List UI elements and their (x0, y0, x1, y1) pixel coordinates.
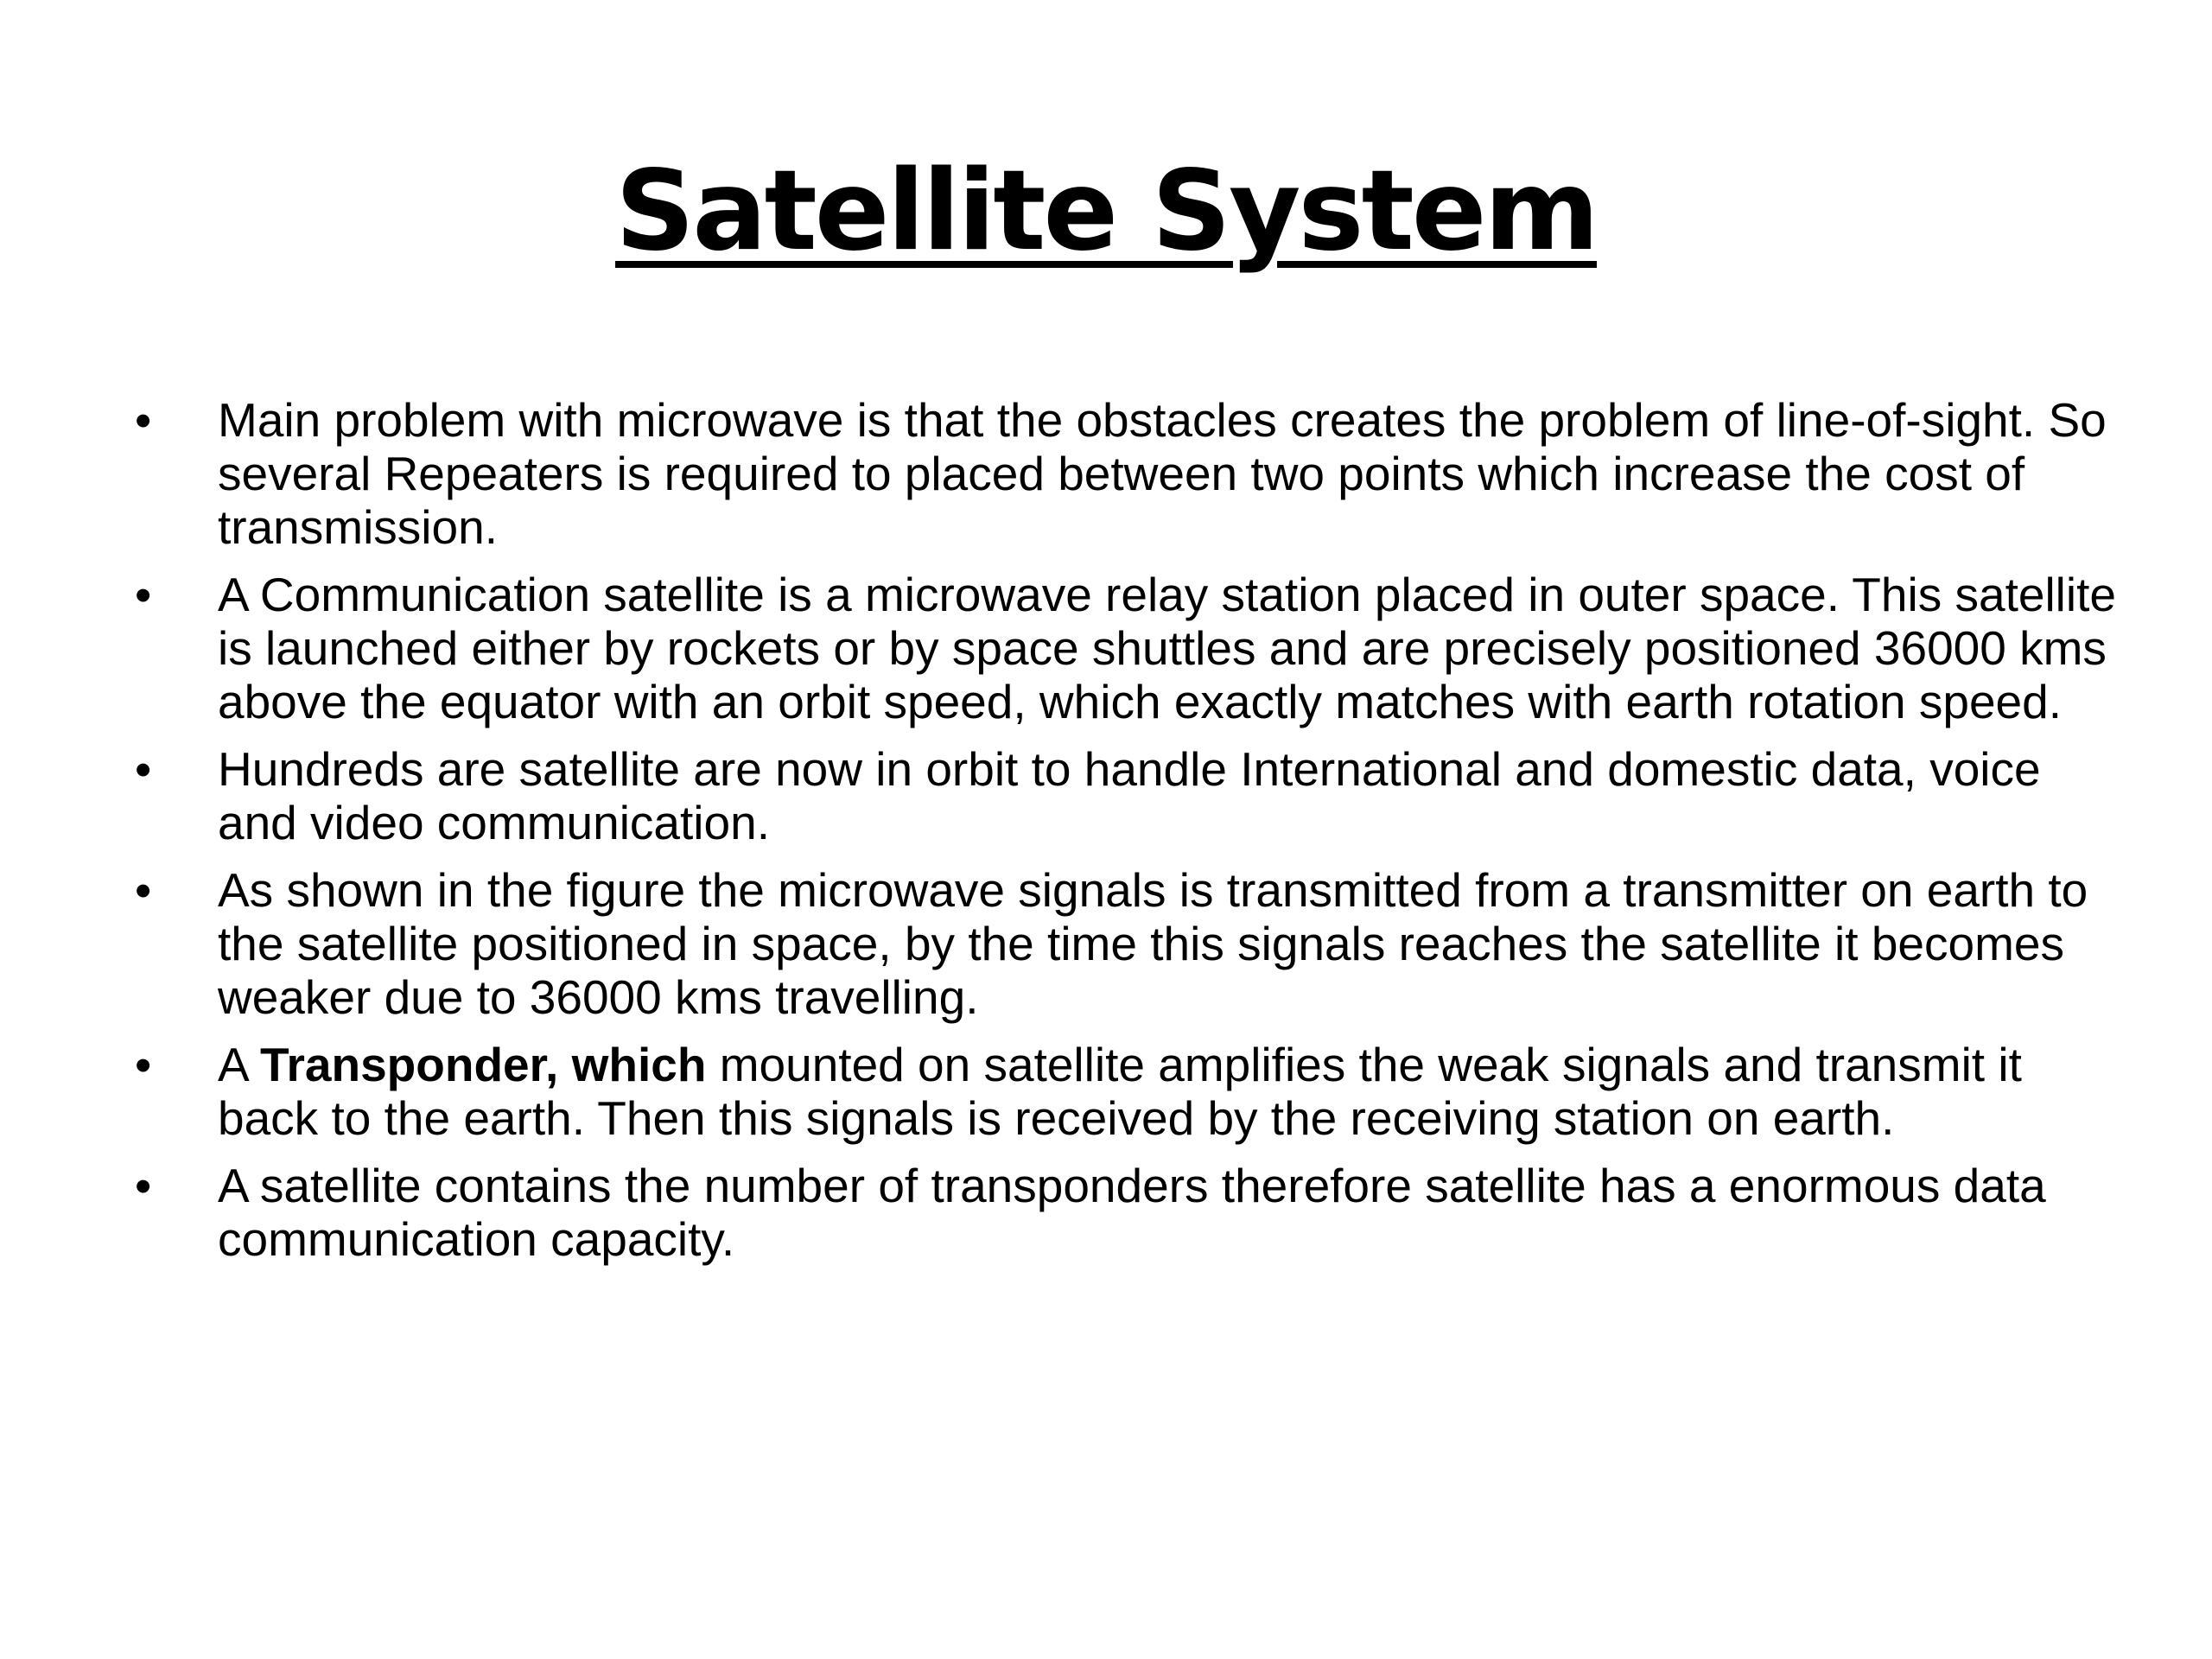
bullet-text-suffix: mounted on satellite amplifies the weak signals and transmit it back to the earth. Then this signals is received by the receiving station on earth. (218, 1038, 2022, 1145)
bullet-text-prefix: A (218, 1038, 260, 1091)
bullet-dot-icon: • (135, 393, 152, 447)
bullet-item-signal-transmission (130, 863, 2117, 1024)
bullet-dot-icon: • (135, 863, 152, 917)
bullet-dot-icon: • (135, 568, 152, 621)
bullet-text: A Communication satellite is a microwave relay station placed in outer space. This satellite is launched either by rockets or by space shuttles and are precisely positioned 36000 kms above the equator with an orbit speed, which exactly matches with earth rotation speed. (218, 568, 2116, 728)
bullet-text: As shown in the figure the microwave signals is transmitted from a transmitter on earth to the satellite positioned in space, by the time this signals reaches the satellite it becomes weaker due to 36000 kms travelling. (218, 863, 2088, 1024)
bullet-item-transponder (130, 1038, 2117, 1145)
slide-title-text: Satellite System (615, 147, 1597, 276)
bullet-list (130, 393, 2117, 1280)
bullet-text: Main problem with microwave is that the obstacles creates the problem of line-of-sight. So several Repeaters is required to placed between two points which increase the cost of transmission. (218, 393, 2107, 554)
bullet-dot-icon: • (135, 742, 152, 796)
bullet-dot-icon: • (135, 1159, 152, 1212)
bullet-item-microwave-problem (130, 393, 2117, 554)
bullet-item-satellites-in-orbit (130, 742, 2117, 849)
slide-title (0, 147, 2212, 276)
bullet-item-capacity (130, 1159, 2117, 1266)
bullet-text: Hundreds are satellite are now in orbit to handle International and domestic data, voice and video communication. (218, 742, 2041, 849)
bullet-item-communication-satellite (130, 568, 2117, 728)
bullet-dot-icon: • (135, 1038, 152, 1091)
bullet-text-bold: Transponder, which (259, 1038, 707, 1091)
bullet-text: A satellite contains the number of transponders therefore satellite has a enormous data communication capacity. (218, 1159, 2046, 1266)
